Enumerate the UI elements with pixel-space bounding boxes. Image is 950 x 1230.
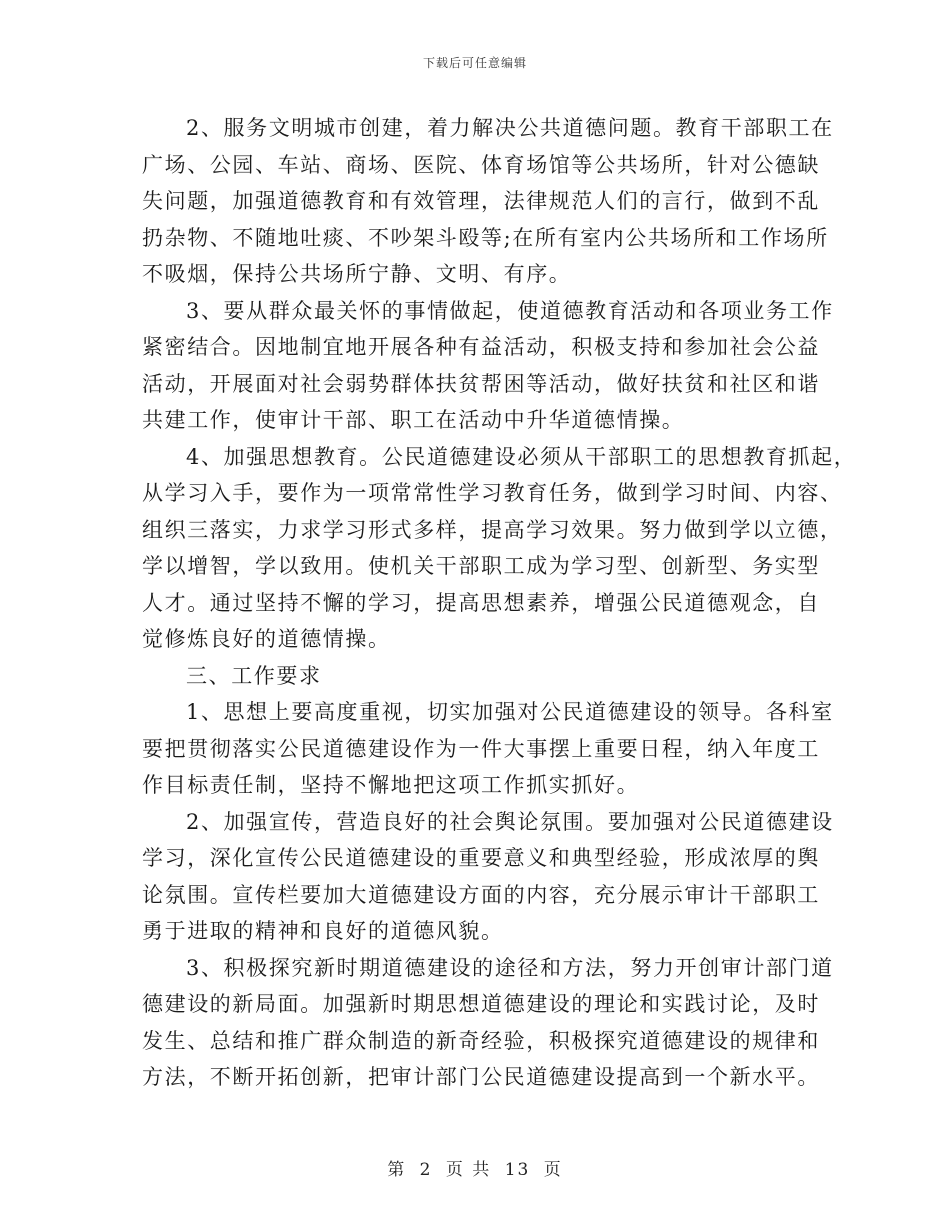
text-line: 1、思想上要高度重视，切实加强对公民道德建设的领导。各科室 (186, 700, 834, 724)
text-line: 勇于进取的精神和良好的道德风貌。 (142, 919, 504, 943)
text-line: 3、积极探究新时期道德建设的途径和方法，努力开创审计部门道 (186, 955, 834, 980)
total-pages: 13 (504, 1160, 531, 1180)
text-line: 广场、公园、车站、商场、医院、体育场馆等公共场所，针对公德缺 (142, 152, 820, 177)
text-line: 共建工作，使审计干部、职工在活动中升华道德情操。 (142, 408, 685, 432)
paragraph (142, 950, 834, 1096)
page-number: 2 (419, 1160, 433, 1180)
text-line: 作目标责任制，坚持不懈地把这项工作抓实抓好。 (142, 773, 640, 797)
section-heading (142, 658, 822, 695)
text-line: 学以增智，学以致用。使机关干部职工成为学习型、创新型、务实型 (142, 554, 820, 578)
document-body (142, 110, 857, 1096)
paragraph (142, 293, 834, 439)
text-line: 觉修炼良好的道德情操。 (142, 627, 391, 651)
text-line: 三、工作要求 (186, 663, 322, 688)
page-header: 下载后可任意编辑 (422, 56, 527, 70)
text-line: 2、服务文明城市创建，着力解决公共道德问题。教育干部职工在 (186, 116, 834, 140)
text-line: 3、要从群众最关怀的事情做起，使道德教育活动和各项业务工作 (186, 298, 834, 323)
page-footer (0, 1155, 950, 1180)
text-line: 扔杂物、不随地吐痰、不吵架斗殴等;在所有室内公共场所和工作场所 (142, 225, 829, 250)
text-line: 失问题，加强道德教育和有效管理，法律规范人们的言行，做到不乱 (142, 189, 820, 213)
paragraph (142, 439, 857, 658)
text-line: 不吸烟，保持公共场所宁静、文明、有序。 (142, 262, 572, 286)
paragraph (142, 110, 834, 293)
text-line: 组织三落实，力求学习形式多样，提高学习效果。努力做到学以立德， (142, 517, 843, 542)
paragraph (142, 804, 834, 950)
text-line: 紧密结合。因地制宜地开展各种有益活动，积极支持和参加社会公益 (142, 335, 820, 359)
text-line: 4、加强思想教育。公民道德建设必须从干部职工的思想教育抓起， (186, 444, 857, 469)
footer-middle: 页 共 (445, 1160, 492, 1180)
text-line: 德建设的新局面。加强新时期思想道德建设的理论和实践讨论，及时 (142, 992, 820, 1016)
text-line: 发生、总结和推广群众制造的新奇经验，积极探究道德建设的规律和 (142, 1028, 820, 1053)
footer-suffix: 页 (543, 1160, 563, 1180)
footer-prefix: 第 (387, 1160, 407, 1180)
text-line: 活动，开展面对社会弱势群体扶贫帮困等活动，做好扶贫和社区和谐 (142, 371, 820, 396)
text-line: 从学习入手，要作为一项常常性学习教育任务，做到学习时间、内容、 (142, 481, 843, 505)
text-line: 论氛围。宣传栏要加大道德建设方面的内容，充分展示审计干部职工 (142, 882, 820, 907)
text-line: 2、加强宣传，营造良好的社会舆论氛围。要加强对公民道德建设 (186, 809, 834, 834)
text-line: 方法，不断开拓创新，把审计部门公民道德建设提高到一个新水平。 (142, 1065, 820, 1089)
paragraph (142, 694, 834, 804)
text-line: 学习，深化宣传公民道德建设的重要意义和典型经验，形成浓厚的舆 (142, 846, 820, 870)
text-line: 要把贯彻落实公民道德建设作为一件大事摆上重要日程，纳入年度工 (142, 736, 820, 761)
text-line: 人才。通过坚持不懈的学习，提高思想素养，增强公民道德观念，自 (142, 590, 820, 615)
